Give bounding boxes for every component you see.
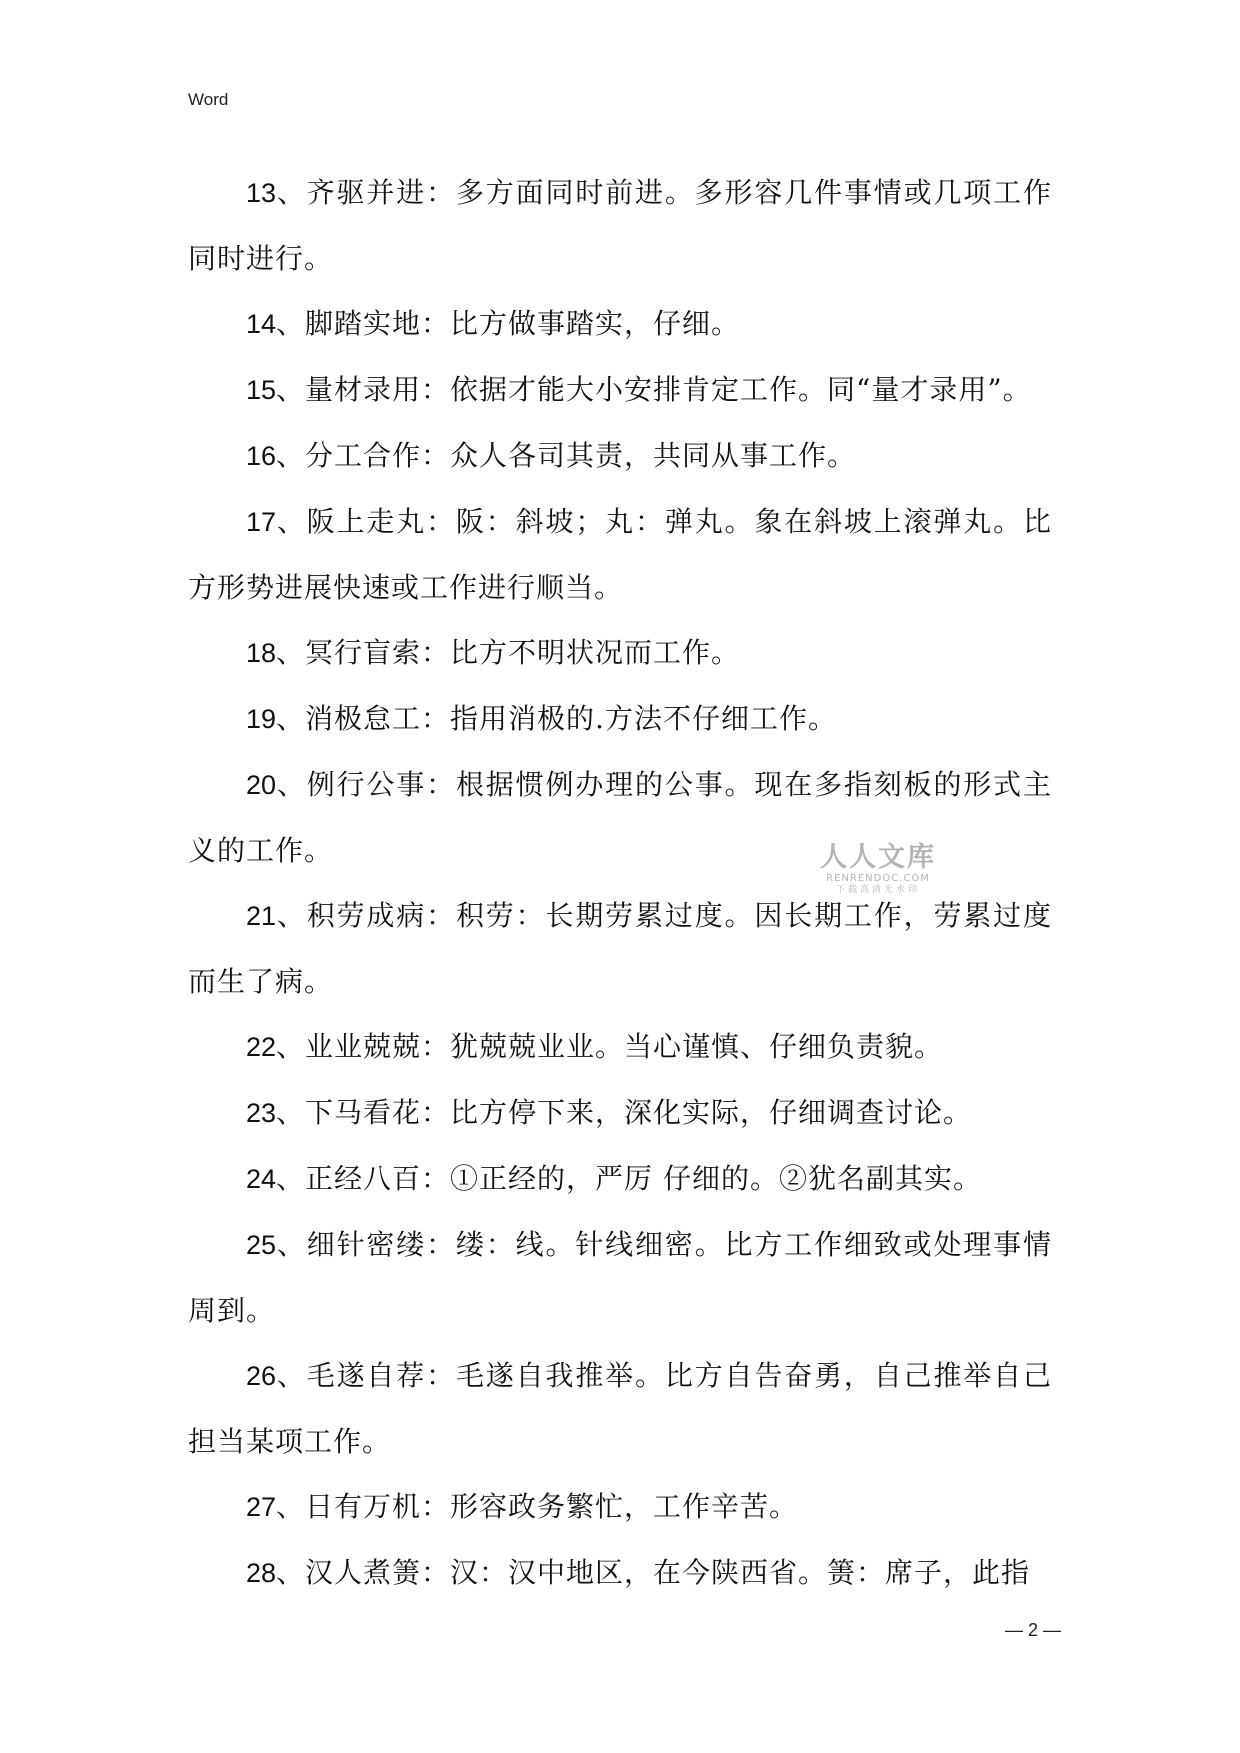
paragraph-14 [188,291,1052,357]
item-text: 、正经八百：①正经的，严厉 仔细的。②犹名副其实。 [276,1162,982,1195]
item-number: 24 [246,1164,277,1194]
paragraph-24 [188,1146,1052,1212]
watermark-title: 人人文库 [820,842,936,873]
item-number: 23 [246,1098,277,1128]
item-text: 、消极怠工：指用消极的.方法不仔细工作。 [276,702,837,735]
page-number: — 2 — [1005,1620,1062,1640]
item-number: 25 [246,1230,277,1260]
watermark-tagline: 下载高清无水印 [835,885,920,895]
item-number: 22 [246,1032,277,1062]
item-text: 、冥行盲索：比方不明状况而工作。 [276,636,741,669]
document-body [188,160,1052,1606]
paragraph-25 [188,1212,1052,1343]
paragraph-17 [188,489,1052,620]
item-text: 、齐驱并进：多方面同时前进。多形容几件事情或几项工作同时进行。 [188,176,1052,275]
item-number: 27 [246,1492,277,1522]
paragraph-22 [188,1014,1052,1080]
item-text: 、量材录用：依据才能大小安排肯定工作。同“量才录用”。 [276,373,1032,406]
paragraph-15 [188,357,1052,423]
paragraph-27 [188,1474,1052,1540]
item-text: 、例行公事：根据惯例办理的公事。现在多指刻板的形式主义的工作。 [188,768,1052,867]
item-number: 18 [246,638,277,668]
item-number: 21 [246,901,277,931]
paragraph-16 [188,423,1052,489]
item-text: 、日有万机：形容政务繁忙，工作辛苦。 [276,1490,799,1523]
paragraph-28 [188,1540,1052,1606]
paragraph-23 [188,1080,1052,1146]
document-header-label: Word [188,90,229,109]
item-number: 19 [246,704,277,734]
item-number: 13 [246,178,277,208]
item-number: 17 [246,507,277,537]
item-number: 26 [246,1361,277,1391]
paragraph-21 [188,883,1052,1014]
paragraph-18 [188,620,1052,686]
item-text: 、毛遂自荐：毛遂自我推举。比方自告奋勇，自己推举自己担当某项工作。 [188,1359,1052,1458]
item-text: 、下马看花：比方停下来，深化实际，仔细调查讨论。 [276,1096,973,1129]
paragraph-20 [188,752,1052,883]
item-text: 、业业兢兢：犹兢兢业业。当心谨慎、仔细负责貌。 [276,1030,944,1063]
item-text: 、分工合作：众人各司其责，共同从事工作。 [276,439,857,472]
item-text: 、汉人煮箦：汉：汉中地区，在今陕西省。箦：席子，此指 [276,1556,1031,1589]
item-text: 、脚踏实地：比方做事踏实，仔细。 [276,307,741,340]
watermark-subtitle: RENRENDOC.COM [826,873,930,884]
item-text: 、阪上走丸：阪：斜坡；丸：弹丸。象在斜坡上滚弹丸。比方形势进展快速或工作进行顺当。 [188,505,1052,604]
item-number: 20 [246,770,277,800]
item-number: 16 [246,441,277,471]
paragraph-19 [188,686,1052,752]
item-number: 15 [246,375,277,405]
item-text: 、细针密缕：缕：线。针线细密。比方工作细致或处理事情周到。 [188,1228,1052,1327]
item-text: 、积劳成病：积劳：长期劳累过度。因长期工作，劳累过度而生了病。 [188,899,1052,998]
paragraph-26 [188,1343,1052,1474]
item-number: 14 [246,309,277,339]
item-number: 28 [246,1558,277,1588]
paragraph-13 [188,160,1052,291]
